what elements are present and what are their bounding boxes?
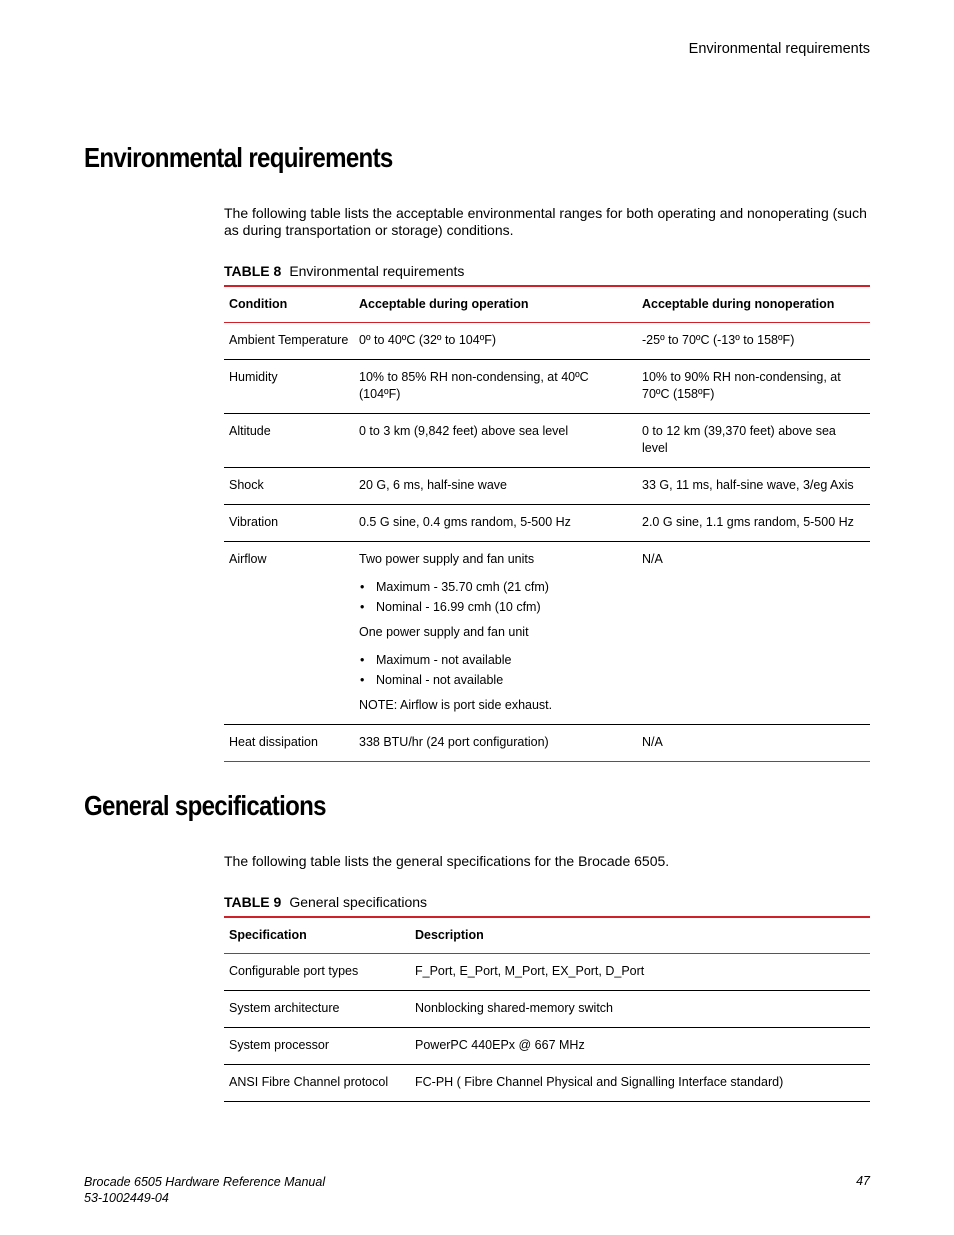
table-row — [224, 725, 870, 762]
table-cell: -25º to 70ºC (-13º to 158ºF) — [637, 323, 870, 360]
table-row-airflow — [224, 542, 870, 725]
table-cell: F_Port, E_Port, M_Port, EX_Port, D_Port — [410, 954, 870, 991]
table-header-row — [224, 286, 870, 323]
table-row — [224, 1028, 870, 1065]
table-row — [224, 505, 870, 542]
table-number: TABLE 8 — [224, 263, 282, 279]
section-title-environmental: Environmental requirements — [84, 142, 393, 173]
table-cell: FC-PH ( Fibre Channel Physical and Signalling Interface standard) — [410, 1065, 870, 1102]
column-header: Condition — [224, 286, 354, 323]
list-item: • Nominal - 16.99 cmh (10 cfm) — [359, 597, 632, 617]
table-header-row — [224, 917, 870, 954]
table-cell: Nonblocking shared-memory switch — [410, 991, 870, 1028]
column-header: Acceptable during operation — [354, 286, 637, 323]
table-cell: 0º to 40ºC (32º to 104ºF) — [354, 323, 637, 360]
table-cell: 33 G, 11 ms, half-sine wave, 3/eg Axis — [637, 468, 870, 505]
table-row — [224, 991, 870, 1028]
table-cell: Vibration — [224, 505, 354, 542]
table-row — [224, 360, 870, 414]
list-item: • Nominal - not available — [359, 670, 632, 690]
table-cell: 2.0 G sine, 1.1 gms random, 5-500 Hz — [637, 505, 870, 542]
footer-manual-info — [84, 1174, 325, 1206]
table-cell: ANSI Fibre Channel protocol — [224, 1065, 410, 1102]
footer-manual-title: Brocade 6505 Hardware Reference Manual — [84, 1175, 326, 1189]
table-number: TABLE 9 — [224, 894, 282, 910]
section-intro: The following table lists the acceptable environmental ranges for both operating and nonoperating (such as during transportation or storage) conditions. — [224, 205, 867, 238]
table-cell: Ambient Temperature — [224, 323, 354, 360]
environmental-table — [224, 285, 870, 762]
table-cell: 0.5 G sine, 0.4 gms random, 5-500 Hz — [354, 505, 637, 542]
table-row — [224, 1065, 870, 1102]
section-intro: The following table lists the general specifications for the Brocade 6505. — [224, 853, 670, 869]
footer-doc-number: 53-1002449-04 — [84, 1191, 169, 1205]
table-cell-airflow-operation — [354, 542, 637, 725]
table-cell: 20 G, 6 ms, half-sine wave — [354, 468, 637, 505]
column-header: Specification — [224, 917, 410, 954]
table-row — [224, 468, 870, 505]
table-row — [224, 414, 870, 468]
running-head: Environmental requirements — [688, 41, 870, 57]
list-item: • Maximum - 35.70 cmh (21 cfm) — [359, 577, 632, 597]
table-cell: 0 to 3 km (9,842 feet) above sea level — [354, 414, 637, 468]
airflow-two-units: Two power supply and fan units — [359, 552, 535, 566]
table-cell: Airflow — [224, 542, 354, 725]
airflow-note: NOTE: Airflow is port side exhaust. — [359, 698, 553, 712]
table-title: Environmental requirements — [289, 263, 465, 279]
list-item: • Maximum - not available — [359, 650, 632, 670]
table-cell: 10% to 90% RH non-condensing, at 70ºC (158ºF) — [637, 360, 870, 414]
page-number: 47 — [856, 1174, 870, 1188]
table-cell: N/A — [637, 725, 870, 762]
table-cell: 338 BTU/hr (24 port configuration) — [354, 725, 637, 762]
table-cell: 0 to 12 km (39,370 feet) above sea level — [637, 414, 870, 468]
table-caption — [224, 894, 427, 910]
table-cell: N/A — [637, 542, 870, 725]
table-cell: Configurable port types — [224, 954, 410, 991]
column-header: Acceptable during nonoperation — [637, 286, 870, 323]
table-caption — [224, 263, 464, 279]
table-cell: System processor — [224, 1028, 410, 1065]
column-header: Description — [410, 917, 870, 954]
table-cell: Heat dissipation — [224, 725, 354, 762]
general-specifications-table — [224, 916, 870, 1102]
table-cell: Humidity — [224, 360, 354, 414]
table-cell: Shock — [224, 468, 354, 505]
airflow-one-unit-list — [359, 650, 632, 690]
table-cell: System architecture — [224, 991, 410, 1028]
table-row — [224, 323, 870, 360]
airflow-one-unit: One power supply and fan unit — [359, 625, 529, 639]
table-title: General specifications — [289, 894, 428, 910]
table-cell: PowerPC 440EPx @ 667 MHz — [410, 1028, 870, 1065]
table-row — [224, 954, 870, 991]
table-cell: Altitude — [224, 414, 354, 468]
airflow-two-units-list — [359, 577, 632, 617]
section-title-general: General specifications — [84, 790, 326, 821]
table-cell: 10% to 85% RH non-condensing, at 40ºC (104ºF) — [354, 360, 637, 414]
